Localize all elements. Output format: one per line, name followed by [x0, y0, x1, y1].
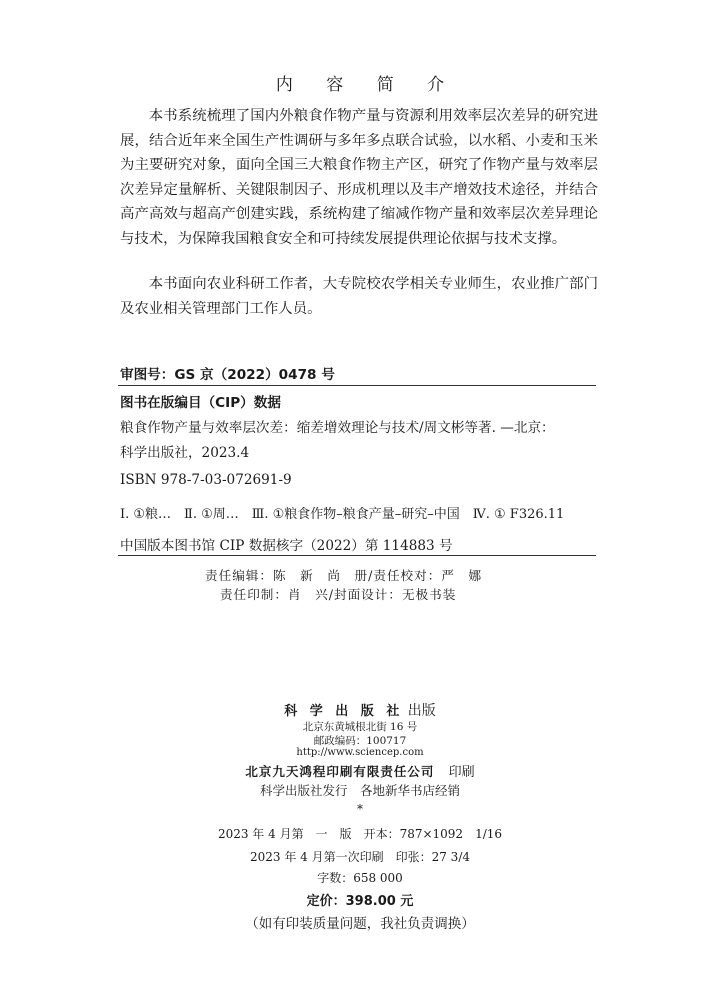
cip-entry-line-1: 粮食作物产量与效率层次差：缩差增效理论与技术/周文彬等著. —北京： — [120, 420, 555, 436]
separator-star: * — [357, 802, 363, 816]
cip-isbn: ISBN 978-7-03-072691-9 — [120, 472, 292, 488]
cip-number: 中国版本图书馆 CIP 数据核字（2022）第 114883 号 — [120, 538, 453, 554]
divider-top — [118, 385, 596, 386]
intro-paragraph-1: 本书系统梳理了国内外粮食作物产量与资源利用效率层次差异的研究进展，结合近年来全国生产性调研与多年多点联合试验，以水稻、小麦和玉米为主要研究对象，面向全国三大粮食作物主产区，研究了作物产量与效率层次差异定量解析、关键限制因子、形成机理以及丰产增效技术途径，并结合高产高效与超高产创建实践，系统构建了缩减作物产量和效率层次差异理论与技术，为保障我国粮食安全和可持续发展提供理论依据与技术支撑。 — [120, 108, 598, 247]
publisher-line — [0, 700, 720, 720]
cip-classification: Ⅰ. ①粮… Ⅱ. ①周… Ⅲ. ①粮食作物–粮食产量–研究–中国 Ⅳ. ① F326.11 — [120, 507, 565, 522]
printer-name: 北京九天鸿程印刷有限责任公司 — [245, 764, 435, 779]
printing-line: 2023 年 4 月第一次印刷 印张：27 3/4 — [249, 850, 470, 864]
staff-editors: 责任编辑：陈 新 尚 册/责任校对：严 娜 — [205, 568, 483, 583]
page-title: 内 容 简 介 — [275, 75, 459, 95]
staff-production: 责任印制：肖 兴/封面设计：无极书装 — [220, 587, 457, 602]
cip-title: 图书在版编目（CIP）数据 — [120, 395, 281, 411]
edition-line: 2023 年 4 月第 一 版 开本：787×1092 1/16 — [217, 827, 503, 841]
publisher-name: 科 学 出 版 社 — [284, 704, 404, 719]
map-approval-number: 审图号：GS 京（2022）0478 号 — [120, 367, 335, 383]
word-count: 字数：658 000 — [317, 871, 403, 885]
divider-bottom — [118, 555, 596, 556]
publisher-postcode: 邮政编码：100717 — [313, 735, 407, 747]
publisher-website: http://www.sciencep.com — [296, 747, 424, 758]
printer-suffix: 印刷 — [448, 765, 475, 780]
publisher-address: 北京东黄城根北街 16 号 — [302, 721, 418, 733]
publisher-suffix: 出版 — [407, 703, 436, 719]
quality-notice: （如有印装质量问题，我社负责调换） — [245, 916, 475, 932]
intro-paragraph-2: 本书面向农业科研工作者，大专院校农学相关专业师生，农业推广部门及农业相关管理部门工作人员。 — [120, 276, 598, 317]
cip-entry-line-2: 科学出版社，2023.4 — [120, 445, 250, 461]
printer-line — [0, 761, 720, 780]
distribution-line: 科学出版社发行 各地新华书店经销 — [259, 783, 460, 798]
price: 定价：398.00 元 — [306, 894, 414, 909]
